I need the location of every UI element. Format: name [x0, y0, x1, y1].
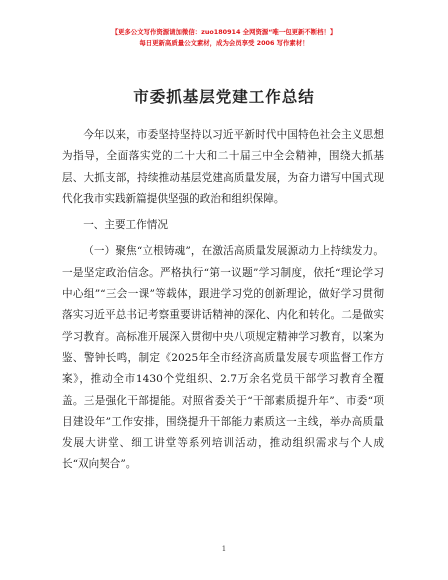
promo-banner-line-2: 每日更新高质量公文素材，成为会员享受 2006 写作素材！: [139, 39, 309, 47]
body-paragraph: （一）聚焦“立根铸魂”，在激活高质量发展源动力上持续发力。一是坚定政治信念。严格执行“第一议题”学习制度，依托“理论学习中心组”“三会一课”等载体，跟进学习党的创新理论，做好学习贯彻落实习近平总书记考察重要讲话精神的深化、内化和转化。二是做实学习教育。高标准开展深入贯彻中央八项规定精神学习教育，以案为鉴、警钟长鸣，制定《2025年全市经济高质量发展专项监督工作方案》，推动全市1430个党组织、2.7万余名党员干部学习教育全覆盖。三是强化干部提能。对照省委关于“干部素质提升年”、市委“项目建设年”工作安排，围绕提升干部能力素质这一主线，举办高质量发展大讲堂、细工讲堂等系列培训活动，推动组织需求与个人成长“双向契合”。: [62, 245, 384, 471]
intro-paragraph: 今年以来，市委坚持坚持以习近平新时代中国特色社会主义思想为指导，全面落实党的二十大和二十届三中全会精神，围绕大抓基层、大抓支部，持续推动基层党建高质量发展，为奋力谱写中国式现代化我市实践新篇提供坚强的政治和组织保障。: [62, 129, 384, 205]
promo-banner-line-1: 【更多公文写作资源请加微信：zuo180914 全网资源“唯一包更新不断档！】: [111, 28, 337, 36]
document-body: [62, 125, 384, 476]
page-number: 1: [221, 545, 227, 553]
section-heading: 一、主要工作情况: [83, 219, 168, 232]
document-title: 市委抓基层党建工作总结: [133, 88, 315, 106]
